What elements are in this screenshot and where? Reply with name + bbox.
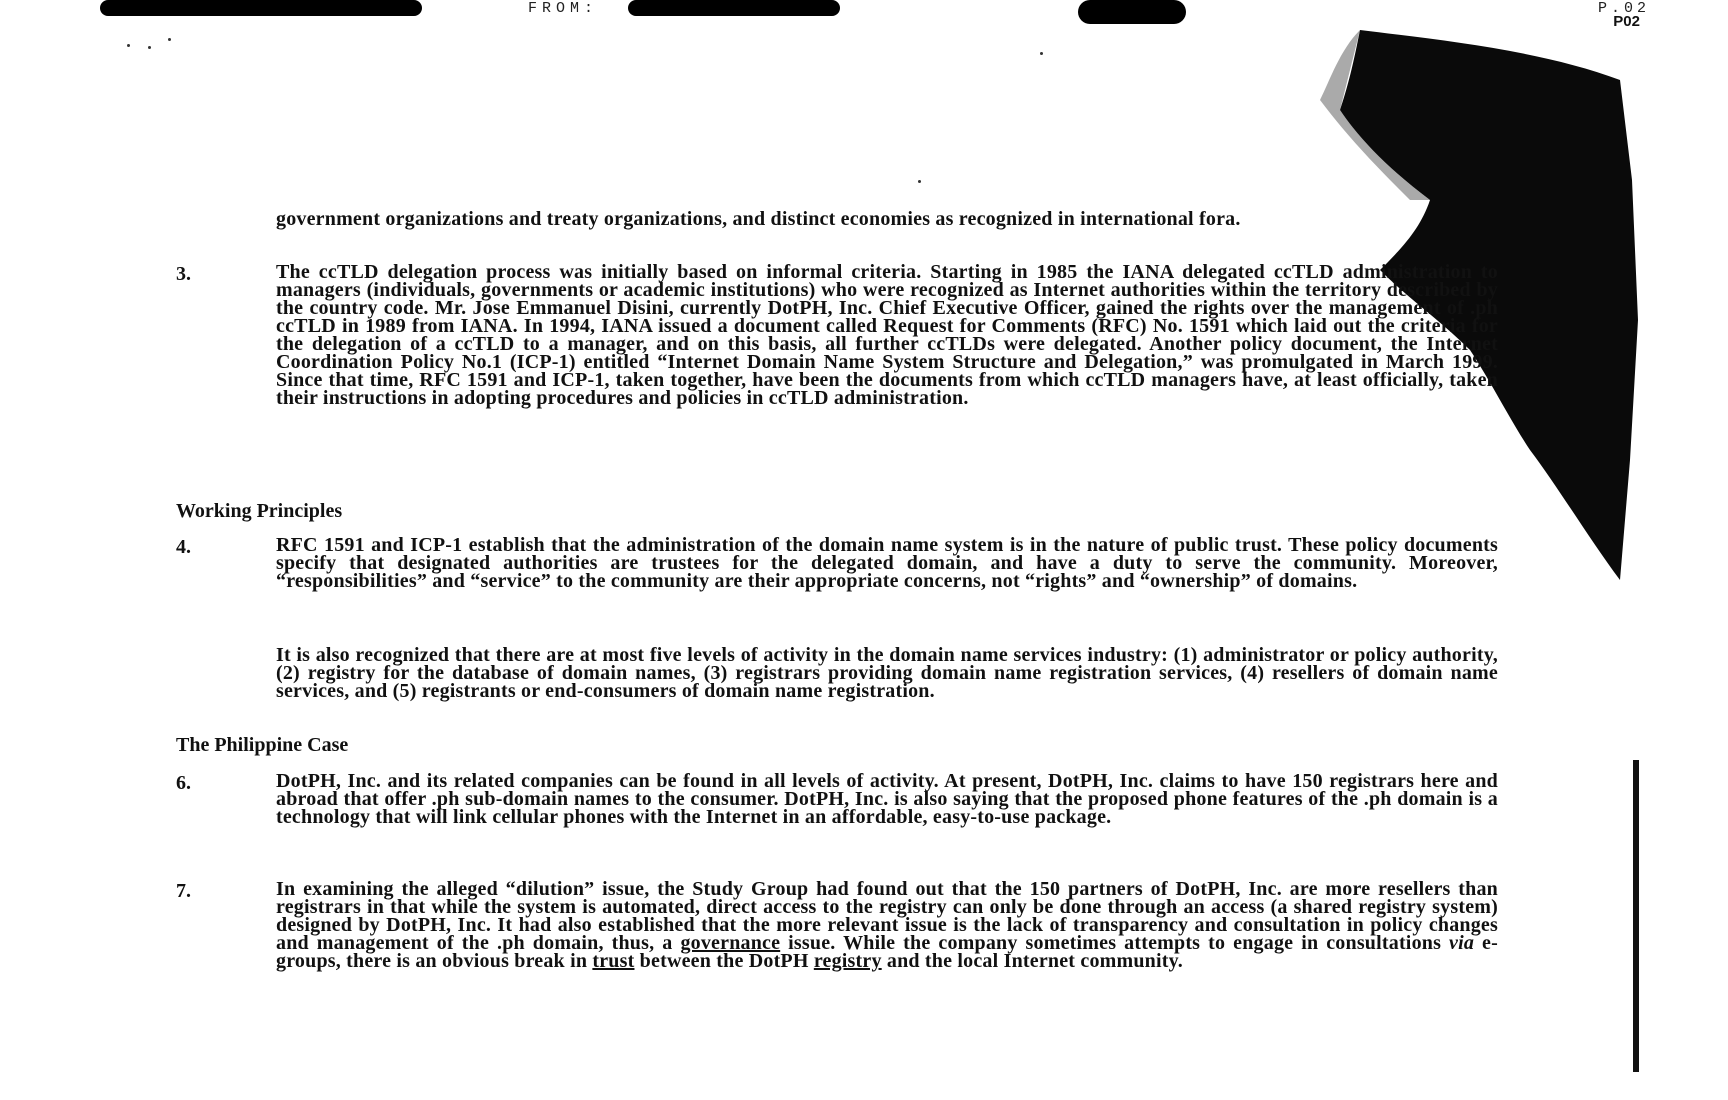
scan-speck [918, 180, 921, 183]
heading-working-principles: Working Principles [176, 500, 343, 522]
paragraph-7 [276, 880, 1498, 970]
fax-page-stamp: P02 [1613, 13, 1640, 30]
redaction-mark [628, 0, 840, 16]
redaction-mark [100, 0, 422, 16]
redaction-mark [1078, 0, 1186, 24]
paragraph-7-text: and the local Internet community. [881, 950, 1183, 972]
fax-page-number: P.02 [1597, 0, 1650, 17]
underlined-registry: registry [813, 950, 882, 972]
fax-from-label: FROM: [528, 0, 599, 17]
italic-via: via [1449, 932, 1475, 954]
paragraph-3: The ccTLD delegation process was initially based on informal criteria. Starting in 1985 the IANA delegated ccTLD administration to managers (individuals, governments or academic institutions) who were recognized as Internet authorities within the territory described by the country code. Mr. Jose Emmanuel Disini, currently DotPH, Inc. Chief Executive Officer, gained the rights over the management of .ph ccTLD in 1989 from IANA. In 1994, IANA issued a document called Request for Comments (RFC) No. 1591 which laid out the criteria for the delegation of a ccTLD to a manager, and on this basis, all further ccTLDs were delegated. Another policy document, the Internet Coordination Policy No.1 (ICP-1) entitled “Internet Domain Name System Structure and Delegation,” was promulgated in March 1999. Since that time, RFC 1591 and ICP-1, taken together, have been the documents from which ccTLD managers have, at least officially, taken their instructions in adopting procedures and policies in ccTLD administration. [276, 261, 1498, 409]
paragraph-7-text: In examining the alleged “dilution” issue, the Study Group had found out that the 150 partners of DotPH, Inc. are more resellers than registrars in that while the system is automated, direct access to the registry can only be done through an access (a shared registry system) designed by DotPH, Inc. It had also established that the more relevant issue is the lack of transparency and consultation in policy changes and management of the .ph domain, thus, a [276, 878, 1498, 954]
scan-speck [127, 44, 130, 47]
paragraph-number-3: 3. [176, 263, 191, 285]
scan-speck [168, 38, 171, 41]
paragraph-number-6: 6. [176, 772, 191, 794]
paragraph-number-4: 4. [176, 536, 191, 558]
paragraph-6: DotPH, Inc. and its related companies can be found in all levels of activity. At present, DotPH, Inc. claims to have 150 registrars here and abroad that offer .ph sub-domain names to the consumer. DotPH, Inc. is also saying that the proposed phone features of the .ph domain is a technology that will link cellular phones with the Internet in an affordable, easy-to-use package. [276, 770, 1498, 828]
paragraph-4: RFC 1591 and ICP-1 establish that the administration of the domain name system is in the nature of public trust. These policy documents specify that designated authorities are trustees for the delegated domain, and have a duty to serve the community. Moreover, “responsibilities” and “service” to the community are their appropriate concerns, not “rights” and “ownership” of domains. [276, 534, 1498, 592]
paragraph-7-text: issue. While the company sometimes attempts to engage in consultations [780, 932, 1450, 954]
paragraph-number-7: 7. [176, 880, 191, 902]
paragraph-intro-continuation: government organizations and treaty organizations, and distinct economies as recognized in international fora. [276, 208, 1241, 230]
underlined-governance: governance [680, 932, 781, 954]
heading-philippine-case: The Philippine Case [176, 734, 349, 756]
scan-edge-line [1633, 760, 1639, 1072]
paragraph-7-text: between the DotPH [634, 950, 814, 972]
paragraph-5: It is also recognized that there are at most five levels of activity in the domain name services industry: (1) administrator or policy authority, (2) registry for the database of domain names, (3) registrars providing domain name registration services, (4) resellers of domain name services, and (5) registrants or end-consumers of domain name registration. [276, 644, 1498, 702]
underlined-trust: trust [592, 950, 635, 972]
paragraph-7-text: e-groups, there is an obvious break in [276, 932, 1498, 972]
scan-speck [148, 46, 151, 49]
scan-speck [1040, 52, 1043, 55]
